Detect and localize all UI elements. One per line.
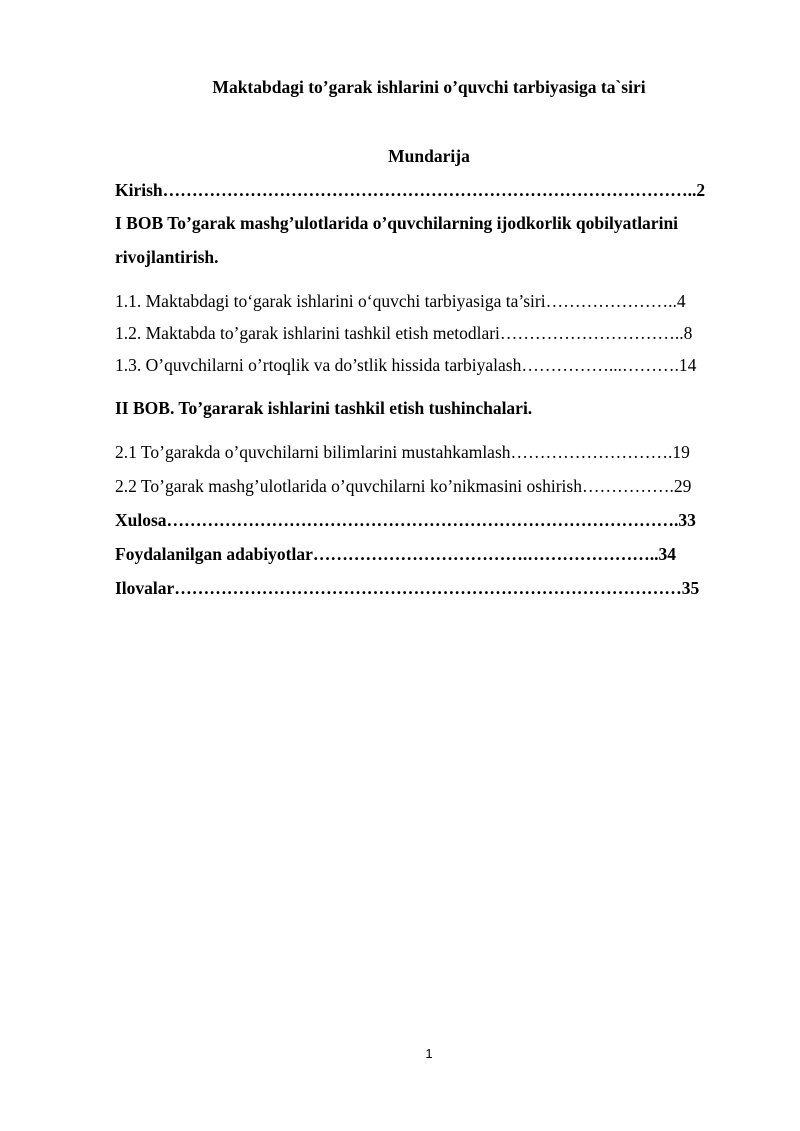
document-title: Maktabdagi to’garak ishlarini o’quvchi tarbiyasiga ta`siri xyxy=(212,77,646,97)
toc-entry-kirish: Kirish………………………………………………………………………………..2 xyxy=(115,180,706,200)
toc-entry-adabiyotlar: Foydalanilgan adabiyotlar……………………………….…………………..34 xyxy=(115,544,677,564)
toc-entry-chapter-2-title: II BOB. To’gararak ishlarini tashkil etish tushinchalari. xyxy=(115,398,533,418)
toc-heading: Mundarija xyxy=(388,146,470,166)
toc-entry-1-3: 1.3. O’quvchilarni o’rtoqlik va do’stlik hissida tarbiyalash……………...……….14 xyxy=(115,355,697,375)
toc-entry-chapter-1-title-cont: rivojlantirish. xyxy=(115,247,219,267)
toc-entry-2-1: 2.1 To’garakda o’quvchilarni bilimlarini mustahkamlash……………………….19 xyxy=(115,442,690,462)
toc-entry-2-2: 2.2 To’garak mashg’ulotlarida o’quvchilarni ko’nikmasini oshirish…………….29 xyxy=(115,476,692,496)
toc-entry-chapter-1-title: I BOB To’garak mashg’ulotlarida o’quvchilarning ijodkorlik qobilyatlarini xyxy=(115,213,679,233)
toc-entry-ilovalar: Ilovalar……………………………………………………………………………35 xyxy=(115,578,700,598)
toc-entry-1-1: 1.1. Maktabdagi to‘garak ishlarini o‘quvchi tarbiyasiga ta’siri…………………..4 xyxy=(115,291,686,311)
page-number: 1 xyxy=(425,1046,433,1061)
toc-entry-xulosa: Xulosa…………………………………………………………………………….33 xyxy=(115,510,696,530)
toc-entry-1-2: 1.2. Maktabda to’garak ishlarini tashkil etish metodlari…………………………..8 xyxy=(115,323,693,343)
